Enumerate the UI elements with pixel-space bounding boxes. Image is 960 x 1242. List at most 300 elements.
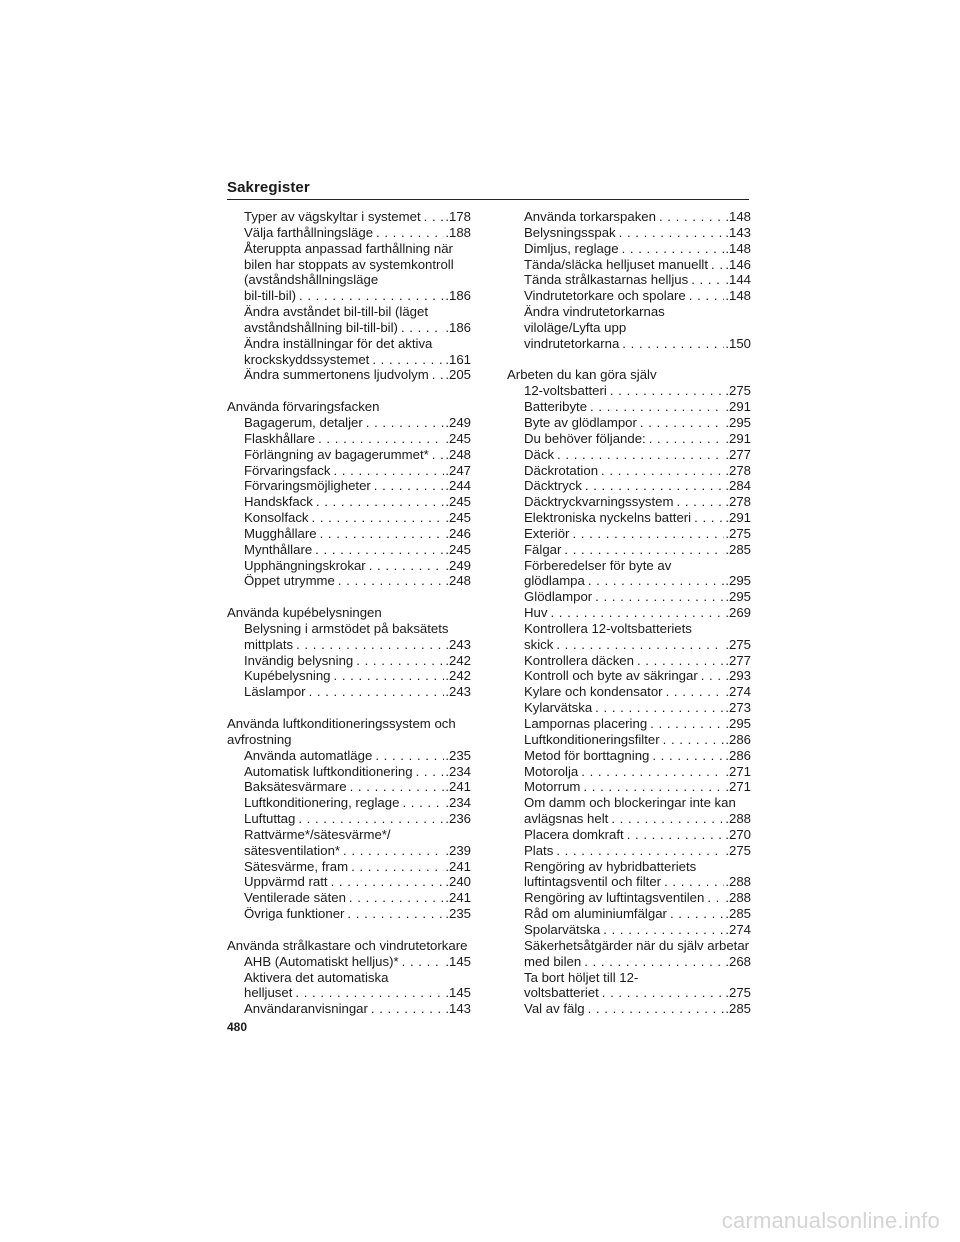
entry-page-number: .278 — [725, 462, 751, 478]
entry-continuation-line: Rengöring av hybridbatteriets — [524, 858, 697, 874]
entry-text: Däck — [524, 446, 555, 462]
entry-page-number: .275 — [725, 383, 751, 399]
entry-continuation-line: (avståndshållningsläge — [244, 272, 379, 288]
entry-continuation-line: Belysning i armstödet på baksätets — [244, 620, 449, 636]
entry-page-number: .288 — [725, 874, 751, 890]
dot-leader — [572, 526, 724, 542]
index-entry — [507, 827, 751, 843]
entry-page-number: .278 — [725, 494, 751, 510]
index-entry — [227, 684, 471, 700]
entry-page-number: .186 — [445, 319, 471, 335]
dot-leader — [374, 478, 445, 494]
dot-leader — [349, 890, 444, 906]
entry-page-number: .242 — [445, 652, 471, 668]
entry-page-number: .241 — [445, 890, 471, 906]
entry-text: Batteribyte — [524, 399, 588, 415]
index-entry — [507, 272, 751, 288]
dot-leader — [711, 257, 724, 273]
dot-leader — [627, 827, 725, 843]
dot-leader — [583, 779, 724, 795]
index-group — [507, 367, 751, 1017]
entry-page-number: .248 — [445, 573, 471, 589]
entry-page-number: .240 — [445, 874, 471, 890]
entry-page-number: .269 — [725, 605, 751, 621]
index-entry — [507, 494, 751, 510]
entry-continuation-line: Om damm och blockeringar inte kan — [524, 795, 736, 811]
entry-page-number: .295 — [725, 589, 751, 605]
entry-continuation-line: Ändra inställningar för det aktiva — [244, 335, 433, 351]
entry-continuation-line: Ändra vindrutetorkarnas — [524, 304, 665, 320]
entry-text: Lampornas placering — [524, 716, 648, 731]
entry-text: Huv — [524, 605, 548, 621]
index-entry — [227, 890, 471, 906]
entry-page-number: .146 — [725, 256, 751, 272]
dot-leader — [366, 415, 445, 431]
index-entry — [227, 225, 471, 241]
index-entry — [507, 431, 751, 447]
entry-text: Glödlampor — [524, 589, 593, 605]
entry-page-number: .249 — [445, 557, 471, 573]
entry-text: Spolarvätska — [524, 921, 601, 937]
entry-page-number: .244 — [445, 478, 471, 494]
entry-page-number: .186 — [445, 288, 471, 304]
entry-text: Sätesvärme, fram — [244, 858, 349, 874]
entry-text: Användaranvisningar — [244, 1001, 368, 1017]
entry-text: luftintagsventil och filter — [524, 874, 662, 890]
entry-page-number: .148 — [725, 240, 751, 256]
dot-leader — [590, 399, 724, 415]
index-entry — [227, 415, 471, 431]
entry-page-number: .245 — [445, 430, 471, 446]
index-entry — [227, 748, 471, 764]
index-entry — [227, 558, 471, 574]
entry-text: Elektroniska nyckelns batteri — [524, 510, 692, 526]
entry-continuation-line: Ändra avståndet bil-till-bil (läget — [244, 304, 428, 320]
entry-page-number: .271 — [725, 763, 751, 779]
dot-leader — [432, 447, 445, 463]
index-entry — [507, 510, 751, 526]
entry-page-number: .144 — [725, 272, 751, 288]
dot-leader — [581, 764, 724, 780]
index-entry — [507, 890, 751, 906]
entry-page-number: .143 — [725, 224, 751, 240]
entry-page-number: .273 — [725, 700, 751, 716]
dot-leader — [691, 272, 724, 288]
index-entry — [507, 954, 751, 970]
dot-leader — [707, 890, 724, 906]
entry-page-number: .275 — [725, 985, 751, 1001]
group-heading: Använda förvaringsfacken — [227, 399, 380, 415]
entry-page-number: .285 — [725, 1001, 751, 1017]
entry-text: Motorrum — [524, 779, 581, 795]
entry-text: skick — [524, 636, 554, 652]
entry-page-number: .295 — [725, 716, 751, 731]
entry-page-number: .150 — [725, 335, 751, 351]
index-group — [227, 938, 471, 1017]
index-entry — [227, 668, 471, 684]
entry-text: Luftkonditionering, reglage — [244, 795, 400, 811]
dot-leader — [689, 288, 725, 304]
index-entry — [227, 764, 471, 780]
group-heading: Använda strålkastare och vindrutetorkare — [227, 937, 468, 953]
dot-leader — [356, 653, 444, 669]
index-entry — [507, 383, 751, 399]
entry-page-number: .161 — [445, 351, 471, 367]
watermark-text: carmanualsonline.info — [721, 1208, 940, 1233]
entry-page-number: .234 — [445, 795, 471, 811]
entry-page-number: .270 — [725, 826, 751, 842]
entry-page-number: .243 — [445, 636, 471, 652]
entry-page-number: .145 — [445, 985, 471, 1001]
entry-page-number: .288 — [725, 890, 751, 906]
entry-text: Byte av glödlampor — [524, 414, 637, 430]
entry-text: Vindrutetorkare och spolare — [524, 288, 686, 304]
entry-text: Kupébelysning — [244, 668, 331, 684]
group-heading-continued: avfrostning — [227, 731, 292, 747]
entry-text: Använda automatläge — [244, 747, 373, 763]
entry-text: Däcktryckvarningssystem — [524, 494, 674, 510]
index-entry — [227, 542, 471, 558]
index-group — [227, 209, 471, 383]
index-entry — [507, 463, 751, 479]
dot-leader — [670, 906, 724, 922]
entry-page-number: .188 — [445, 224, 471, 240]
index-entry — [507, 922, 751, 938]
page-number: 480 — [227, 1020, 248, 1034]
entry-continuation-line: Förberedelser för byte av — [524, 557, 672, 573]
dot-leader — [601, 463, 724, 479]
entry-text: Bagagerum, detaljer — [244, 414, 363, 430]
entry-text: Förlängning av bagagerummet* — [244, 446, 429, 462]
dot-leader — [309, 684, 445, 700]
index-entry — [507, 732, 751, 748]
entry-page-number: .277 — [725, 652, 751, 668]
entry-page-number: .241 — [445, 858, 471, 874]
entry-text: Ventilerade säten — [244, 890, 346, 906]
entry-text: voltsbatteriet — [524, 985, 599, 1001]
index-entry — [227, 985, 471, 1001]
dot-leader — [694, 510, 724, 526]
index-entry — [227, 795, 471, 811]
entry-page-number: .293 — [725, 668, 751, 684]
dot-leader — [603, 922, 724, 938]
entry-page-number: .291 — [725, 430, 751, 446]
dot-leader — [588, 573, 724, 589]
index-entry — [227, 526, 471, 542]
entry-text: Rengöring av luftintagsventilen — [524, 890, 705, 906]
entry-page-number: .284 — [725, 478, 751, 494]
index-entry — [227, 510, 471, 526]
dot-leader — [347, 906, 444, 922]
dot-leader — [556, 843, 724, 859]
index-entry — [227, 637, 471, 653]
entry-text: Däcktryck — [524, 478, 582, 494]
entry-text: Övriga funktioner — [244, 906, 345, 922]
index-column-left — [227, 209, 471, 1033]
dot-leader — [595, 700, 724, 716]
entry-page-number: .235 — [445, 906, 471, 922]
index-entry — [507, 748, 751, 764]
entry-text: Tända strålkastarnas helljus — [524, 272, 689, 288]
entry-page-number: .245 — [445, 494, 471, 510]
entry-text: Däckrotation — [524, 462, 599, 478]
index-entry — [227, 859, 471, 875]
entry-text: Dimljus, reglage — [524, 240, 619, 256]
entry-text: med bilen — [524, 953, 582, 969]
dot-leader — [650, 716, 724, 732]
entry-page-number: .295 — [725, 414, 751, 430]
entry-text: Invändig belysning — [244, 652, 354, 668]
entry-text: avlägsnas helt — [524, 811, 609, 827]
dot-leader — [298, 811, 444, 827]
entry-text: Exteriör — [524, 525, 570, 541]
index-entry — [227, 431, 471, 447]
entry-page-number: .235 — [445, 747, 471, 763]
entry-text: Val av fälg — [524, 1001, 585, 1017]
index-entry — [227, 478, 471, 494]
entry-continuation-line: Kontrollera 12-voltsbatteriets — [524, 620, 692, 636]
entry-page-number: .248 — [445, 446, 471, 462]
entry-continuation-line: viloläge/Lyfta upp — [524, 319, 627, 335]
entry-text: Handskfack — [244, 494, 313, 510]
entry-text: Flaskhållare — [244, 430, 316, 446]
index-entry — [507, 288, 751, 304]
entry-text: glödlampa — [524, 573, 585, 589]
entry-text: Luftuttag — [244, 811, 296, 827]
entry-page-number: .295 — [725, 573, 751, 589]
entry-text: Mugghållare — [244, 525, 317, 541]
entry-text: Automatisk luftkonditionering — [244, 763, 413, 779]
entry-continuation-line: Återuppta anpassad farthållning när — [244, 240, 453, 256]
index-entry — [227, 352, 471, 368]
dot-leader — [663, 732, 725, 748]
entry-page-number: .291 — [725, 510, 751, 526]
dot-leader — [402, 795, 444, 811]
dot-leader — [432, 367, 445, 383]
index-entry — [227, 447, 471, 463]
index-entry — [507, 447, 751, 463]
dot-leader — [312, 510, 445, 526]
entry-page-number: .143 — [445, 1001, 471, 1017]
entry-page-number: .145 — [445, 953, 471, 969]
entry-page-number: .274 — [725, 921, 751, 937]
page-title: Sakregister — [227, 179, 310, 196]
entry-text: helljuset — [244, 985, 293, 1001]
entry-text: Råd om aluminiumfälgar — [524, 906, 667, 922]
entry-continuation-line: Rattvärme*/sätesvärme*/ — [244, 826, 391, 842]
index-entry — [227, 320, 471, 336]
dot-leader — [299, 288, 444, 304]
dot-leader — [295, 985, 444, 1001]
index-entry — [507, 225, 751, 241]
entry-text: vindrutetorkarna — [524, 335, 620, 351]
entry-text: Kontrollera däcken — [524, 652, 634, 668]
dot-leader — [315, 542, 444, 558]
index-entry — [507, 526, 751, 542]
dot-leader — [375, 748, 444, 764]
dot-leader — [369, 558, 445, 574]
group-heading: Använda luftkonditioneringssystem och — [227, 716, 456, 731]
dot-leader — [316, 494, 444, 510]
entry-page-number: .275 — [725, 525, 751, 541]
dot-leader — [556, 637, 724, 653]
entry-text: avståndshållning bil-till-bil) — [244, 319, 398, 335]
dot-leader — [416, 764, 445, 780]
index-entry — [227, 653, 471, 669]
dot-leader — [376, 225, 444, 241]
dot-leader — [318, 431, 444, 447]
entry-text: Belysningsspak — [524, 224, 616, 240]
index-entry — [507, 779, 751, 795]
dot-leader — [652, 748, 724, 764]
index-entry — [507, 637, 751, 653]
entry-page-number: .274 — [725, 684, 751, 700]
entry-continuation-line: bilen har stoppats av systemkontroll — [244, 256, 454, 272]
entry-page-number: .286 — [725, 731, 751, 747]
entry-page-number: .277 — [725, 446, 751, 462]
entry-text: Mynthållare — [244, 541, 313, 557]
entry-text: mittplats — [244, 636, 294, 652]
entry-text: Kylarvätska — [524, 700, 593, 716]
entry-page-number: .236 — [445, 811, 471, 827]
index-entry — [507, 573, 751, 589]
entry-continuation-line: Ta bort höljet till 12- — [524, 969, 639, 985]
entry-page-number: .234 — [445, 763, 471, 779]
index-entry — [507, 764, 751, 780]
index-entry — [227, 463, 471, 479]
index-entry — [507, 1001, 751, 1017]
entry-page-number: .275 — [725, 636, 751, 652]
entry-text: Läslampor — [244, 684, 306, 700]
dot-leader — [677, 494, 725, 510]
entry-page-number: .268 — [725, 953, 751, 969]
index-entry — [507, 700, 751, 716]
index-group — [227, 605, 471, 700]
dot-leader — [640, 415, 724, 431]
entry-text: Ändra summertonens ljudvolym — [244, 367, 429, 383]
dot-leader — [338, 573, 444, 589]
index-entry — [507, 478, 751, 494]
entry-text: Öppet utrymme — [244, 573, 335, 589]
entry-text: Luftkonditioneringsfilter — [524, 731, 660, 747]
index-entry — [227, 843, 471, 859]
entry-continuation-line: Säkerhetsåtgärder när du själv arbetar — [524, 937, 750, 953]
index-entry — [507, 399, 751, 415]
entry-text: Typer av vägskyltar i systemet — [244, 209, 421, 224]
dot-leader — [424, 209, 445, 225]
index-entry — [507, 843, 751, 859]
index-group — [507, 209, 751, 352]
index-entry — [507, 415, 751, 431]
entry-text: Kylare och kondensator — [524, 684, 663, 700]
dot-leader — [320, 526, 445, 542]
entry-page-number: .275 — [725, 842, 751, 858]
entry-page-number: .291 — [725, 399, 751, 415]
dot-leader — [557, 447, 724, 463]
dot-leader — [334, 668, 445, 684]
index-entry — [507, 811, 751, 827]
entry-page-number: .242 — [445, 668, 471, 684]
index-entry — [227, 494, 471, 510]
dot-leader — [649, 431, 725, 447]
dot-leader — [588, 1001, 725, 1017]
entry-text: 12-voltsbatteri — [524, 383, 607, 399]
dot-leader — [564, 542, 724, 558]
index-group — [227, 716, 471, 922]
dot-leader — [343, 843, 444, 859]
dot-leader — [666, 684, 725, 700]
dot-leader — [584, 954, 724, 970]
index-entry — [227, 573, 471, 589]
dot-leader — [637, 653, 724, 669]
index-entry — [227, 811, 471, 827]
entry-page-number: .148 — [725, 209, 751, 224]
entry-text: Placera domkraft — [524, 826, 624, 842]
entry-page-number: .288 — [725, 811, 751, 827]
index-entry — [507, 906, 751, 922]
dot-leader — [351, 859, 444, 875]
index-entry — [227, 367, 471, 383]
index-entry — [227, 779, 471, 795]
entry-text: AHB (Automatiskt helljus)* — [244, 953, 399, 969]
index-entry — [507, 985, 751, 1001]
group-heading: Använda kupébelysningen — [227, 605, 382, 621]
entry-text: Tända/släcka helljuset manuellt — [524, 256, 708, 272]
dot-leader — [595, 589, 724, 605]
entry-text: Baksätesvärmare — [244, 779, 347, 795]
index-entry — [507, 257, 751, 273]
entry-text: krockskyddssystemet — [244, 351, 370, 367]
entry-page-number: .148 — [725, 288, 751, 304]
dot-leader — [333, 463, 444, 479]
entry-text: Plats — [524, 842, 554, 858]
dot-leader — [659, 209, 724, 225]
index-entry — [507, 542, 751, 558]
index-entry — [507, 336, 751, 352]
entry-text: Uppvärmd ratt — [244, 874, 328, 890]
dot-leader — [331, 874, 445, 890]
entry-text: Förvaringsmöjligheter — [244, 478, 371, 494]
dot-leader — [611, 811, 724, 827]
entry-page-number: .247 — [445, 462, 471, 478]
entry-page-number: .205 — [445, 367, 471, 383]
index-entry — [507, 209, 751, 225]
dot-leader — [610, 383, 725, 399]
index-entry — [227, 1001, 471, 1017]
index-entry — [227, 209, 471, 225]
dot-leader — [701, 668, 725, 684]
index-entry — [227, 288, 471, 304]
entry-page-number: .285 — [725, 541, 751, 557]
entry-text: sätesventilation* — [244, 842, 341, 858]
entry-text: Välja farthållningsläge — [244, 224, 374, 240]
entry-page-number: .178 — [445, 209, 471, 224]
dot-leader — [619, 225, 725, 241]
index-entry — [507, 605, 751, 621]
entry-page-number: .286 — [725, 747, 751, 763]
dot-leader — [664, 874, 724, 890]
index-entry — [507, 874, 751, 890]
entry-page-number: .271 — [725, 779, 751, 795]
index-entry — [507, 589, 751, 605]
entry-page-number: .245 — [445, 510, 471, 526]
entry-text: Metod för borttagning — [524, 747, 650, 763]
index-entry — [507, 668, 751, 684]
index-entry — [507, 716, 751, 732]
dot-leader — [602, 985, 725, 1001]
entry-text: Kontroll och byte av säkringar — [524, 668, 698, 684]
title-divider — [227, 199, 749, 200]
